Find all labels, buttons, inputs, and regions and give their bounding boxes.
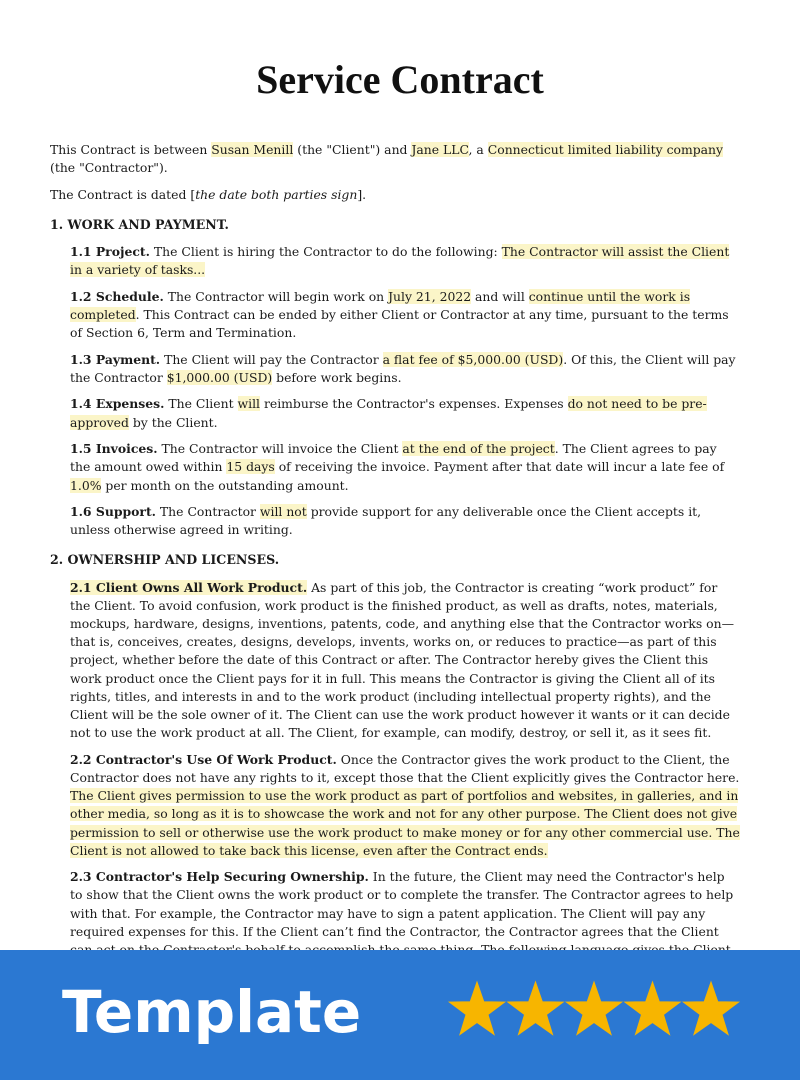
end-condition: continue until the work is completed	[70, 288, 691, 323]
clause-text: The Contractor will begin work on	[163, 288, 389, 304]
intro-text: , a	[468, 142, 488, 157]
clause-text: The Contractor will invoice the Client	[157, 441, 403, 457]
clause-label: 1.1 Project.	[70, 244, 150, 260]
dated-paragraph	[50, 186, 740, 204]
intro-text: (the "Client") and	[293, 142, 412, 157]
clause-text: The Client	[164, 396, 238, 412]
star-rating-graphic	[448, 980, 740, 1040]
clause-text: provide support for any deliverable once the Client accepts it, unless otherwise agreed in writing.	[70, 504, 702, 538]
clause-contractor-use	[50, 751, 740, 860]
clause-label: 2.2 Contractor's Use Of Work Product.	[70, 751, 337, 767]
intro-paragraph	[50, 141, 740, 177]
dated-text: ].	[357, 186, 367, 202]
clause-text: by the Client.	[128, 414, 218, 430]
clause-project	[50, 243, 740, 279]
clause-text: . This Contract can be ended by either Client or Contractor at any time, pursuant to the terms of Section 6, Term and Termination.	[70, 307, 729, 341]
clause-label: 1.4 Expenses.	[70, 396, 165, 412]
contractor-type: Connecticut limited liability company	[487, 142, 724, 157]
clause-text: per month on the outstanding amount.	[101, 477, 349, 493]
section-heading-ownership: 2. OWNERSHIP AND LICENSES.	[50, 552, 280, 568]
clause-label: 1.5 Invoices.	[70, 441, 158, 457]
contractor-name: Jane LLC	[411, 142, 469, 157]
clause-label: 1.6 Support.	[70, 504, 156, 520]
star-icon	[566, 982, 621, 1034]
clause-label: 2.1 Client Owns All Work Product.	[70, 579, 308, 595]
expenses-preapproval: do not need to be pre-approved	[70, 396, 707, 430]
clause-text: As part of this job, the Contractor is creating “work product” for the Client. To avoid confusion, work product is the finished product, as well as drafts, notes, materials, mockups, hardware, designs, inventions, patents, code, and anything else that the Contractor works on—that is, conceives, creates, designs, develops, invents, works on, or reduces to practice—as part of this project, whether before the date of this Contract or after. The Contractor hereby gives the Client this work product once the Client pays for it in full. This means the Contractor is giving the Client all of its rights, titles, and interests in and to the work product (including intellectual property rights), and the Client will be the sole owner of it. The Client can use the work product however it wants or it can decide not to use the work product at all. The Client, for example, can modify, destroy, or sell it, as it sees fit.	[70, 579, 735, 741]
section-heading-work-payment: 1. WORK AND PAYMENT.	[50, 216, 229, 232]
clause-text: The Client is hiring the Contractor to do the following:	[149, 244, 502, 260]
dated-text: The Contract is dated [	[50, 186, 196, 202]
star-icon	[508, 982, 563, 1034]
star-icon	[683, 982, 738, 1034]
upfront-amount: $1,000.00 (USD)	[166, 369, 273, 385]
clause-text: and will	[471, 288, 529, 304]
star-icon	[449, 982, 504, 1034]
support-will-not: will not	[259, 504, 307, 520]
late-fee: 1.0%	[70, 477, 102, 493]
license-terms: The Client gives permission to use the work product as part of portfolios and websites, in galleries, and in other media, so long as it is to showcase the work and not for any other purpose. The Client does not give permission to sell or otherwise use the work product to make money or for any other commercial use. The Client is not allowed to take back this license, even after the Contract ends.	[70, 788, 740, 858]
project-description: The Contractor will assist the Client in a variety of tasks...	[70, 244, 730, 278]
page-title: Service Contract	[256, 57, 544, 102]
clause-text: The Client will pay the Contractor	[160, 351, 383, 367]
clause-expenses	[50, 395, 740, 431]
date-placeholder: the date both parties sign	[195, 186, 358, 202]
clause-text: of receiving the invoice. Payment after that date will incur a late fee of	[274, 459, 725, 475]
clause-label: 1.3 Payment.	[70, 351, 161, 367]
intro-text: (the "Contractor").	[50, 160, 168, 176]
clause-label: 2.3 Contractor's Help Securing Ownership.	[70, 869, 369, 885]
clause-label: 1.2 Schedule.	[70, 288, 164, 304]
template-banner	[0, 950, 800, 1080]
clause-text: Once the Contractor gives the work product to the Client, the Contractor does not have any rights to it, except those that the Client explicitly gives the Contractor here.	[70, 751, 740, 785]
clause-text: . Of this, the Client will pay the Contractor	[70, 351, 736, 385]
banner-label: Template	[62, 978, 362, 1046]
clause-invoices	[50, 440, 740, 495]
clause-support	[50, 503, 740, 539]
intro-text: This Contract is between	[50, 142, 212, 157]
clause-text: In the future, the Client may need the Contractor's help to show that the Client owns the work product or to complete the transfer. The Contractor agrees to help with that. For example, the Contractor may have to sign a patent application. The Client will pay any required expenses for this. If the Client can’t find the Contractor, the Contractor agrees that the Client	[70, 869, 734, 939]
clause-text: The Contractor	[155, 504, 260, 520]
clause-text: before work begins.	[272, 369, 402, 385]
start-date: July 21, 2022	[388, 288, 472, 304]
clause-text: reimburse the Contractor's expenses. Expenses	[260, 396, 568, 412]
star-icon	[625, 982, 680, 1034]
client-name: Susan Menill	[211, 142, 294, 157]
clause-client-owns	[50, 579, 740, 743]
clause-text: . The Client agrees to pay the amount owed within	[70, 441, 717, 475]
expenses-will: will	[237, 396, 260, 412]
payment-fee: a flat fee of $5,000.00 (USD)	[382, 351, 564, 367]
payment-days: 15 days	[226, 459, 275, 475]
star-rating	[448, 980, 740, 1040]
clause-schedule	[50, 288, 740, 343]
contract-body	[50, 141, 740, 986]
clause-payment	[50, 351, 740, 387]
invoice-timing: at the end of the project	[402, 441, 555, 457]
